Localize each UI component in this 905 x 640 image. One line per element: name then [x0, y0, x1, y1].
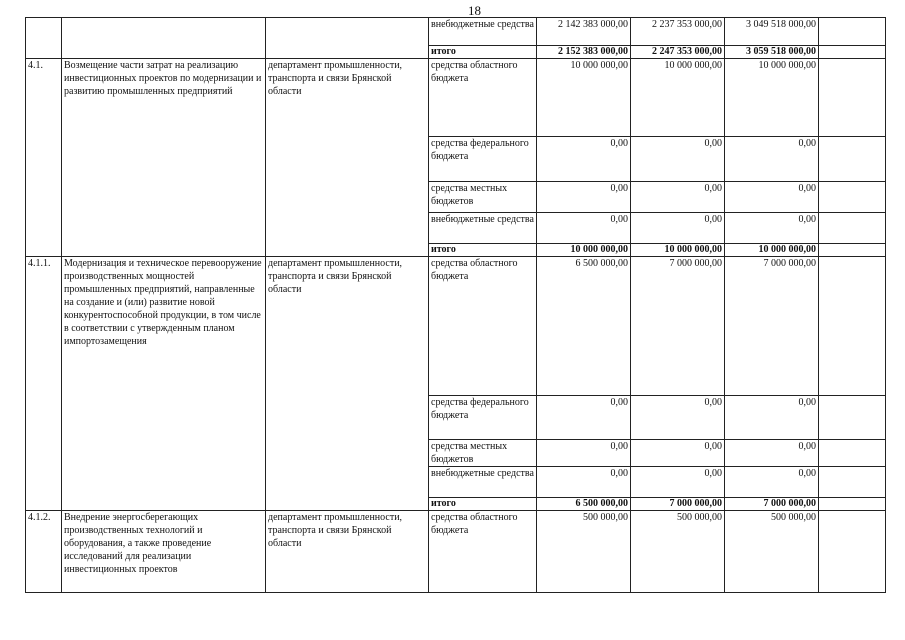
cell-value: 0,00	[537, 213, 631, 244]
cell-value: 0,00	[725, 467, 819, 498]
cell-value: 10 000 000,00	[725, 244, 819, 257]
cell-value: 10 000 000,00	[537, 59, 631, 137]
cell-empty	[819, 18, 886, 46]
cell-value: 0,00	[537, 467, 631, 498]
cell-value: 2 142 383 000,00	[537, 18, 631, 46]
cell-value: 2 152 383 000,00	[537, 46, 631, 59]
cell-source: средства областного бюджета	[429, 59, 537, 137]
cell-empty	[819, 213, 886, 244]
budget-table	[25, 17, 886, 593]
cell-empty	[819, 511, 886, 593]
cell-source: итого	[429, 244, 537, 257]
cell-value: 0,00	[537, 396, 631, 440]
table-row	[26, 59, 886, 137]
cell-empty	[819, 396, 886, 440]
cell-num	[26, 18, 62, 59]
cell-value: 0,00	[725, 213, 819, 244]
cell-source: итого	[429, 498, 537, 511]
cell-value: 7 000 000,00	[725, 498, 819, 511]
cell-value: 7 000 000,00	[725, 257, 819, 396]
cell-source: средства местных бюджетов	[429, 440, 537, 467]
cell-name: Модернизация и техническое перевооружение производственных мощностей промышленных предприятий, направленные на создание и (или) развитие новой конкурентоспособной продукции, в том числе в соответствии с утвержденным планом импортозамещения	[62, 257, 266, 511]
cell-value: 0,00	[631, 396, 725, 440]
cell-value: 0,00	[537, 182, 631, 213]
cell-value: 0,00	[631, 137, 725, 182]
cell-value: 3 059 518 000,00	[725, 46, 819, 59]
cell-value: 500 000,00	[631, 511, 725, 593]
cell-source: средства федерального бюджета	[429, 396, 537, 440]
cell-value: 10 000 000,00	[725, 59, 819, 137]
cell-empty	[819, 257, 886, 396]
cell-value: 0,00	[631, 440, 725, 467]
cell-name: Внедрение энергосберегающих производственных технологий и оборудования, а также проведение исследований для реализации инвестиционных проектов	[62, 511, 266, 593]
cell-executor: департамент промышленности, транспорта и связи Брянской области	[266, 511, 429, 593]
cell-value: 0,00	[725, 182, 819, 213]
table-row	[26, 511, 886, 593]
cell-source: средства местных бюджетов	[429, 182, 537, 213]
cell-value: 500 000,00	[537, 511, 631, 593]
cell-source: внебюджетные средства	[429, 213, 537, 244]
table-row	[26, 18, 886, 46]
cell-value: 6 500 000,00	[537, 257, 631, 396]
cell-value: 3 049 518 000,00	[725, 18, 819, 46]
cell-source: средства областного бюджета	[429, 511, 537, 593]
cell-value: 2 247 353 000,00	[631, 46, 725, 59]
cell-empty	[819, 467, 886, 498]
cell-source: средства областного бюджета	[429, 257, 537, 396]
cell-value: 6 500 000,00	[537, 498, 631, 511]
cell-name	[62, 18, 266, 59]
cell-value: 10 000 000,00	[631, 244, 725, 257]
cell-value: 2 237 353 000,00	[631, 18, 725, 46]
page-number: 18	[468, 3, 481, 18]
cell-value: 0,00	[725, 396, 819, 440]
cell-num: 4.1.	[26, 59, 62, 257]
cell-value: 0,00	[537, 440, 631, 467]
cell-empty	[819, 59, 886, 137]
cell-empty	[819, 440, 886, 467]
cell-empty	[819, 182, 886, 213]
cell-empty	[819, 46, 886, 59]
cell-value: 0,00	[725, 137, 819, 182]
cell-value: 0,00	[631, 182, 725, 213]
cell-value: 0,00	[631, 467, 725, 498]
cell-source: итого	[429, 46, 537, 59]
cell-executor: департамент промышленности, транспорта и связи Брянской области	[266, 257, 429, 511]
cell-num: 4.1.1.	[26, 257, 62, 511]
cell-empty	[819, 498, 886, 511]
cell-executor: департамент промышленности, транспорта и связи Брянской области	[266, 59, 429, 257]
table-row	[26, 257, 886, 396]
cell-value: 10 000 000,00	[537, 244, 631, 257]
cell-empty	[819, 244, 886, 257]
cell-executor	[266, 18, 429, 59]
cell-empty	[819, 137, 886, 182]
cell-value: 10 000 000,00	[631, 59, 725, 137]
cell-value: 7 000 000,00	[631, 498, 725, 511]
cell-source: внебюджетные средства	[429, 18, 537, 46]
cell-value: 500 000,00	[725, 511, 819, 593]
cell-num: 4.1.2.	[26, 511, 62, 593]
cell-source: внебюджетные средства	[429, 467, 537, 498]
cell-value: 7 000 000,00	[631, 257, 725, 396]
cell-source: средства федерального бюджета	[429, 137, 537, 182]
cell-value: 0,00	[537, 137, 631, 182]
cell-value: 0,00	[631, 213, 725, 244]
cell-name: Возмещение части затрат на реализацию инвестиционных проектов по модернизации и развитию промышленных предприятий	[62, 59, 266, 257]
cell-value: 0,00	[725, 440, 819, 467]
